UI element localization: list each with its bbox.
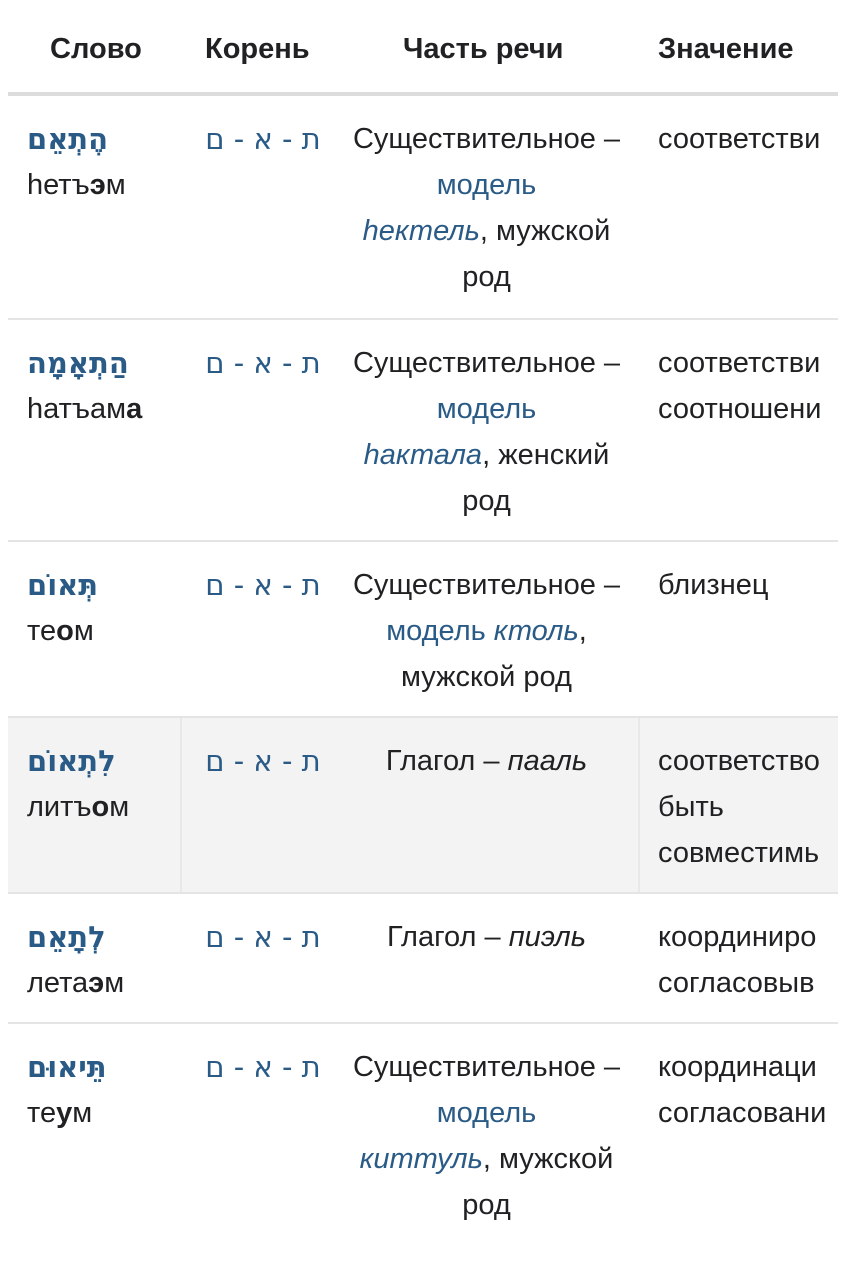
header-word: Слово xyxy=(50,33,142,65)
model-link[interactable]: модель hактала xyxy=(363,393,537,471)
meaning-cell: соответстви соотношени xyxy=(658,347,822,425)
root-link[interactable]: ת - א - ם xyxy=(205,920,321,954)
column-divider xyxy=(180,718,182,892)
meaning-cell: близнец xyxy=(658,569,769,601)
header-root: Корень xyxy=(205,33,310,65)
column-divider xyxy=(638,718,640,892)
table-row xyxy=(8,1024,838,1244)
hebrew-word-link[interactable]: תֵּיאוּם xyxy=(27,1050,107,1084)
table-row xyxy=(8,320,838,542)
meaning-cell: соответство быть совместимь xyxy=(658,745,820,869)
table-row xyxy=(8,96,838,320)
pos-cell: Глагол – пааль xyxy=(385,745,588,777)
root-link[interactable]: ת - א - ם xyxy=(205,122,321,156)
word-cell xyxy=(27,914,177,1006)
table-row xyxy=(8,718,838,894)
header-pos: Часть речи xyxy=(403,33,564,65)
word-cell xyxy=(27,562,177,654)
model-link[interactable]: модель ктоль xyxy=(386,615,579,647)
hebrew-word-link[interactable]: הַתְאָמָה xyxy=(27,346,129,380)
transliteration: литъом xyxy=(27,791,130,823)
meaning-cell: соответстви xyxy=(658,123,821,155)
table-header xyxy=(8,0,838,96)
pos-cell: Существительное – модель hактала, женский род xyxy=(352,347,621,517)
word-cell xyxy=(27,116,177,208)
root-link[interactable]: ת - א - ם xyxy=(205,346,321,380)
hebrew-word-link[interactable]: תְּאוֹם xyxy=(27,568,99,602)
root-link[interactable]: ת - א - ם xyxy=(205,568,321,602)
table-row xyxy=(8,894,838,1024)
word-cell xyxy=(27,738,177,830)
word-cell xyxy=(27,340,177,432)
transliteration: теом xyxy=(27,615,94,647)
pos-cell: Существительное – модель hектель, мужской род xyxy=(352,123,621,293)
meaning-cell: координиро согласовыв xyxy=(658,921,817,999)
words-table xyxy=(8,0,838,1221)
model-link[interactable]: модель hектель xyxy=(362,169,537,247)
pos-cell: Существительное – модель киттуль, мужской род xyxy=(352,1051,621,1221)
root-link[interactable]: ת - א - ם xyxy=(205,744,321,778)
hebrew-word-link[interactable]: לִתְאוֹם xyxy=(27,744,116,778)
hebrew-word-link[interactable]: הֶתְאֵם xyxy=(27,122,109,156)
header-meaning: Значение xyxy=(658,33,794,65)
transliteration: летаэм xyxy=(27,967,125,999)
pos-cell: Существительное – модель ктоль, мужской род xyxy=(352,569,621,693)
table-row xyxy=(8,542,838,718)
pos-cell: Глагол – пиэль xyxy=(386,921,587,953)
meaning-cell: координаци согласовани xyxy=(658,1051,827,1129)
word-cell xyxy=(27,1044,177,1136)
root-link[interactable]: ת - א - ם xyxy=(205,1050,321,1084)
transliteration: hетъэм xyxy=(27,169,126,201)
transliteration: hатъама xyxy=(27,393,143,425)
model-link[interactable]: модель киттуль xyxy=(359,1097,537,1175)
hebrew-word-link[interactable]: לְתָאֵם xyxy=(27,920,106,954)
transliteration: теум xyxy=(27,1097,93,1129)
